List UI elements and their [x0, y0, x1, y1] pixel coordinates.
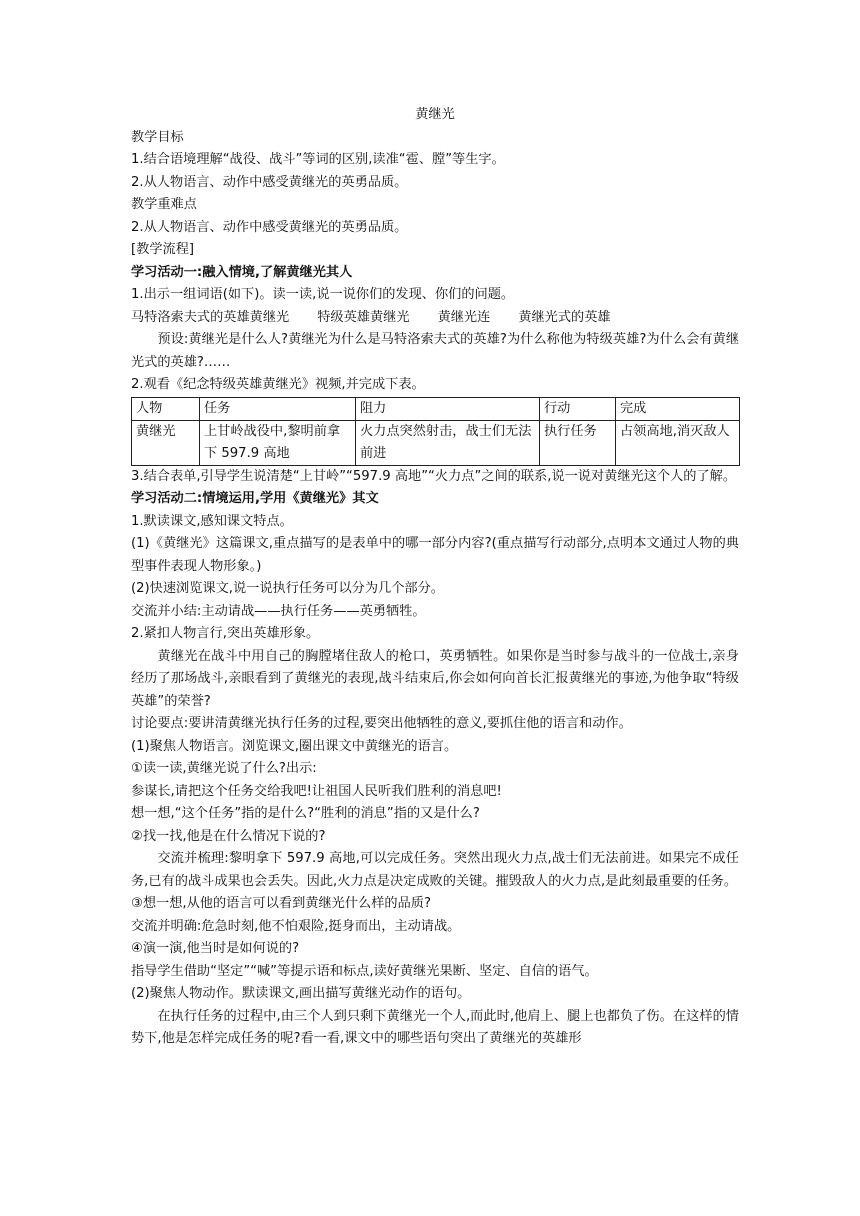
- word-list: [131, 307, 739, 330]
- document-page: [131, 104, 739, 1051]
- word-item: 黄继光连: [437, 309, 491, 325]
- activity1-step3: 3.结合表单,引导学生说清楚“上甘岭”“597.9 高地”“火力点”之间的联系,说一说对黄继光这个人的了解。: [131, 468, 737, 484]
- table-cell: 上甘岭战役中,黎明前拿下 597.9 高地: [200, 420, 356, 465]
- table-header-row: [132, 397, 740, 420]
- goal-item-1: 1.结合语境理解“战役、战斗”等词的区别,读准“雹、膛”等生字。: [131, 152, 505, 167]
- table-header-cell: 完成: [616, 397, 740, 420]
- activity2-line: (2)快速浏览课文,说一说执行任务可以分为几个部分。: [131, 581, 444, 596]
- activity1-preset: 预设:黄继光是什么人?黄继光为什么是马特洛索夫式的英雄?为什么称他为特级英雄?为什么会有黄继光式的英雄?……: [131, 332, 739, 370]
- table-cell: 火力点突然射击，战士们无法前进: [356, 420, 540, 465]
- activity1-step2: 2.观看《纪念特级英雄黄继光》视频,并完成下表。: [131, 377, 425, 392]
- activity2-final: 在执行任务的过程中,由三个人到只剩下黄继光一个人,而此时,他肩上、腿上也都负了伤。在这样的情势下,他是怎样完成任务的呢?看一看,课文中的哪些语句突出了黄继光的英雄形: [131, 1008, 739, 1046]
- activity1-step1: 1.出示一组词语(如下)。读一读,说一说你们的发现、你们的问题。: [131, 287, 515, 302]
- word-item: 特级英雄黄继光: [317, 309, 410, 325]
- goals-heading: 教学目标: [131, 129, 184, 145]
- speech-line: 想一想,“这个任务”指的是什么?“胜利的消息”指的又是什么?: [131, 806, 480, 821]
- activity2-scenario: 黄继光在战斗中用自己的胸膛堵住敌人的枪口，英勇牺牲。如果你是当时参与战斗的一位战士,亲身经历了那场战斗,亲眼看到了黄继光的表现,战斗结束后,你会如何向首长汇报黄继光的事迹,为他争取“特级英雄”的荣誉?: [131, 648, 739, 709]
- speech-line: 指导学生借助“坚定”“喊”等提示语和标点,读好黄继光果断、坚定、自信的语气。: [131, 963, 598, 979]
- table-cell: 执行任务: [540, 420, 616, 465]
- table-row: [132, 420, 740, 465]
- task-table: [131, 397, 740, 466]
- key-points-heading: 教学重难点: [131, 197, 197, 212]
- activity2-line: 交流并小结:主动请战——执行任务——英勇牺牲。: [131, 603, 426, 619]
- word-item: 马特洛索夫式的英雄黄继光: [131, 309, 290, 325]
- speech-line: ②找一找,他是在什么情况下说的?: [131, 828, 326, 844]
- speech-line: ③想一想,从他的语言可以看到黄继光什么样的品质?: [131, 896, 431, 911]
- word-item: 黄继光式的英雄: [518, 309, 611, 325]
- speech-line: (1)聚焦人物语言。浏览课文,圈出课文中黄继光的语言。: [131, 738, 458, 754]
- speech-line: (2)聚焦人物动作。默读课文,画出描写黄继光动作的语句。: [131, 986, 471, 1001]
- speech-line: 交流并明确:危急时刻,他不怕艰险,挺身而出，主动请战。: [131, 918, 461, 934]
- table-cell: 黄继光: [132, 420, 200, 465]
- table-header-cell: 行动: [540, 397, 616, 420]
- activity2-line: 1.默读课文,感知课文特点。: [131, 513, 293, 529]
- speech-line: ④演一演,他当时是如何说的?: [131, 941, 300, 956]
- activity2-line: (1)《黄继光》这篇课文,重点描写的是表单中的哪一部分内容?(重点描写行动部分,点明本文通过人物的典型事件表现人物形象。): [131, 536, 739, 574]
- activity2-discussion: 讨论要点:要讲清黄继光执行任务的过程,要突出他牺牲的意义,要抓住他的语言和动作。: [131, 716, 632, 731]
- key-point-item: 2.从人物语言、动作中感受黄继光的英勇品质。: [131, 219, 408, 235]
- speech-line: ①读一读,黄继光说了什么?出示:: [131, 761, 317, 776]
- table-cell: 占领高地,消灭敌人: [616, 420, 740, 465]
- table-header-cell: 任务: [200, 397, 356, 420]
- activity2-sort-out: 交流并梳理:黎明拿下 597.9 高地,可以完成任务。突然出现火力点,战士们无法前进。如果完不成任务,已有的战斗成果也会丢失。因此,火力点是决定成败的关键。摧毁敌人的火力点,是此刻最重要的任务。: [131, 851, 739, 889]
- table-header-cell: 阻力: [356, 397, 540, 420]
- speech-line: 参谋长,请把这个任务交给我吧!让祖国人民听我们胜利的消息吧!: [131, 783, 502, 799]
- flow-heading: [教学流程]: [131, 242, 195, 257]
- document-title: 黄继光: [415, 107, 455, 122]
- goal-item-2: 2.从人物语言、动作中感受黄继光的英勇品质。: [131, 174, 408, 190]
- activity2-line: 2.紧扣人物言行,突出英雄形象。: [131, 626, 320, 641]
- activity1-heading: 学习活动一:融入情境,了解黄继光其人: [131, 264, 353, 280]
- table-header-cell: 人物: [132, 397, 200, 420]
- activity2-heading: 学习活动二:情境运用,学用《黄继光》其文: [131, 491, 379, 506]
